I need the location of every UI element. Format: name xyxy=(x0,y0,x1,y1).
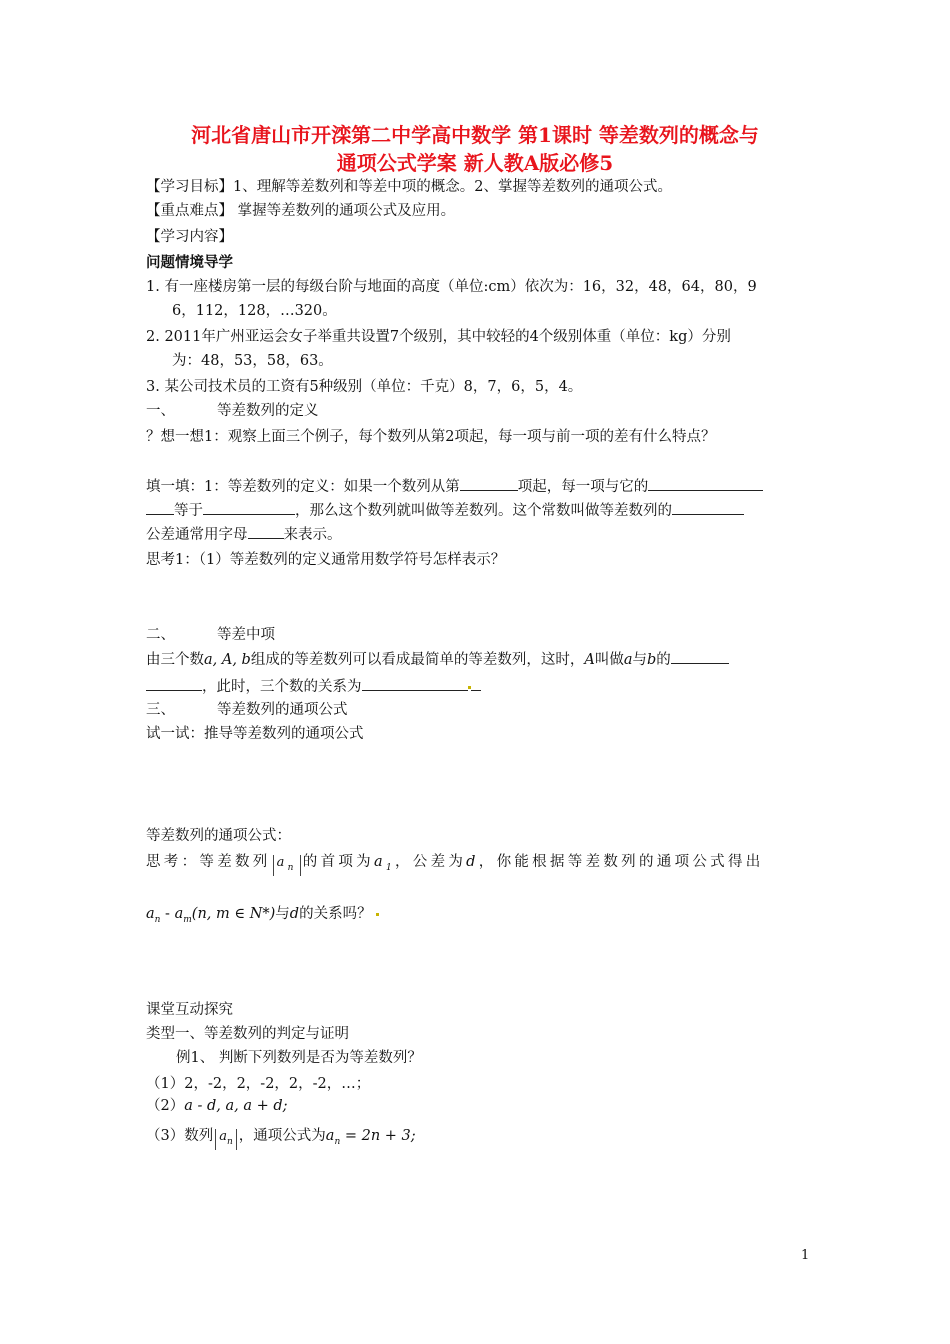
think-2-line-a xyxy=(146,852,764,878)
sequence-an xyxy=(273,855,301,876)
think2-text-b2: 的关系吗？ xyxy=(299,906,372,922)
question-2 xyxy=(146,1096,288,1116)
math-A: A xyxy=(584,652,595,668)
think2-text-a1: 思考：等差数列 xyxy=(146,854,271,870)
q3-an-subscript: n xyxy=(227,1137,233,1147)
expr-an-sub: n xyxy=(154,915,161,925)
mid-text-b1: ，此时，三个数的关系为 xyxy=(202,679,362,695)
try-derive: 试一试：推导等差数列的通项公式 xyxy=(146,726,364,742)
blank-previous-term[interactable] xyxy=(648,476,763,491)
problem-2-line-b: 为：48，53，58，63。 xyxy=(172,353,333,369)
question-3 xyxy=(146,1126,416,1152)
blank-middle-term-cont[interactable] xyxy=(146,676,202,691)
middle-term-line-a xyxy=(146,649,729,670)
document-title-line1: 河北省唐山市开滦第二中学高中数学 第1课时 等差数列的概念与 xyxy=(191,123,759,147)
d-symbol: d xyxy=(466,854,479,870)
section-3-title: 等差数列的通项公式 xyxy=(217,702,348,718)
an-symbol: a xyxy=(276,855,288,870)
fill-text-b2: ，那么这个数列就叫做等差数列。这个常数叫做等差数列的 xyxy=(295,503,672,519)
blank-relation-end xyxy=(471,676,481,691)
think-1-question: 思考1：（1）等差数列的定义通常用数学符号怎样表示？ xyxy=(146,552,506,568)
section-3-heading xyxy=(146,700,348,720)
middle-term-line-b xyxy=(146,676,481,697)
think2-text-a2: 的首项为 xyxy=(302,854,374,870)
think2-text-a4: ，你能根据等差数列的通项公式得出 xyxy=(478,854,764,870)
math-b: b xyxy=(646,652,657,668)
blank-common-difference[interactable] xyxy=(672,500,744,515)
expr-am: a xyxy=(174,906,184,922)
mark-dot-2 xyxy=(376,913,379,916)
expr-am-sub: m xyxy=(183,915,192,925)
mid-text-a5: 的 xyxy=(656,652,671,668)
blank-middle-term[interactable] xyxy=(671,649,729,664)
d-symbol-2: d xyxy=(289,906,300,922)
a1-subscript: 1 xyxy=(385,863,395,873)
blank-constant[interactable] xyxy=(203,500,295,515)
think-2-line-b xyxy=(146,904,379,930)
question-1: （1）2，-2，2，-2，2，-2，…； xyxy=(146,1076,371,1092)
three-numbers-math: a, A, b xyxy=(204,652,251,668)
q2-expression: a - d, a, a + d; xyxy=(184,1098,288,1114)
section-2-title: 等差中项 xyxy=(217,627,275,643)
page-number: 1 xyxy=(801,1248,810,1263)
section-1-heading xyxy=(146,401,319,421)
fill-text-a1: 填一填：1：等差数列的定义：如果一个数列从第 xyxy=(146,479,460,495)
type-1-heading: 类型一、等差数列的判定与证明 xyxy=(146,1026,349,1042)
document-title-line2: 通项公式学案 新人教A版必修5 xyxy=(336,151,614,175)
q3-text-mid: ，通项公式为 xyxy=(238,1128,326,1144)
expr-condition: (n, m ∈ N*) xyxy=(191,906,276,922)
formula-label: 等差数列的通项公式： xyxy=(146,828,291,844)
q3-label: （3）数列 xyxy=(146,1128,214,1144)
blank-letter[interactable] xyxy=(248,524,284,539)
problem-3: 3. 某公司技术员的工资有5种级别（单位：千克）8，7，6，5，4。 xyxy=(146,379,583,395)
content-header: 【学习内容】 xyxy=(146,229,233,245)
q3-lhs: a xyxy=(325,1128,335,1144)
section-2-heading xyxy=(146,625,275,645)
expr-an: a xyxy=(146,906,155,922)
fill-text-c2: 来表示。 xyxy=(283,527,342,543)
q3-lhs-sub: n xyxy=(334,1137,341,1147)
fill-line-b xyxy=(146,500,744,521)
think2-text-a3: ，公差为 xyxy=(394,854,467,870)
q3-rhs: = 2n + 3; xyxy=(340,1128,416,1144)
mid-text-a2: 组成的等差数列可以看成最简单的等差数列，这时， xyxy=(250,652,585,668)
fill-line-c xyxy=(146,524,342,545)
an-subscript: n xyxy=(287,863,297,873)
section-2-number: 二、 xyxy=(146,627,175,643)
mid-text-a3: 叫做 xyxy=(594,652,624,668)
section-1-title: 等差数列的定义 xyxy=(217,403,319,419)
a1-symbol: a xyxy=(373,854,386,870)
problem-1-line-b: 6，112，128，…320。 xyxy=(172,303,337,319)
section-1-number: 一、 xyxy=(146,403,175,419)
section-intro-heading: 问题情境导学 xyxy=(146,254,233,271)
q3-sequence xyxy=(215,1129,237,1150)
expr-minus: - xyxy=(160,906,175,922)
problem-1-line-a: 1. 有一座楼房第一层的每级台阶与地面的高度（单位:cm）依次为：16，32，48，64，80，9 xyxy=(146,279,757,295)
problem-2-line-a: 2. 2011年广州亚运会女子举重共设置7个级别，其中较轻的4个级别体重（单位：kg）分别 xyxy=(146,329,731,345)
mid-text-a4: 与 xyxy=(632,652,647,668)
fill-text-a2: 项起，每一项与它的 xyxy=(517,479,649,495)
blank-relation[interactable] xyxy=(362,676,468,691)
example-1: 例1、 判断下列数列是否为等差数列？ xyxy=(176,1050,422,1066)
section-3-number: 三、 xyxy=(146,702,175,718)
q3-an-symbol: a xyxy=(219,1129,227,1144)
think-question-1: ？想一想1：观察上面三个例子，每个数列从第2项起，每一项与前一项的差有什么特点？ xyxy=(146,429,716,445)
key-points: 【重点难点】 掌握等差数列的通项公式及应用。 xyxy=(146,203,456,219)
fill-text-c1: 公差通常用字母 xyxy=(146,527,248,543)
fill-text-b1: 等于 xyxy=(174,503,203,519)
math-a: a xyxy=(623,652,633,668)
q2-label: （2） xyxy=(146,1098,185,1114)
fill-line-a xyxy=(146,476,763,497)
learning-goals: 【学习目标】1、理解等差数列和等差中项的概念。2、掌握等差数列的通项公式。 xyxy=(146,179,672,195)
think2-text-b1: 与 xyxy=(275,906,290,922)
mid-text-a1: 由三个数 xyxy=(146,652,204,668)
blank-continuation[interactable] xyxy=(146,500,174,515)
blank-start-term[interactable] xyxy=(460,476,518,491)
class-section-heading: 课堂互动探究 xyxy=(146,1002,233,1018)
